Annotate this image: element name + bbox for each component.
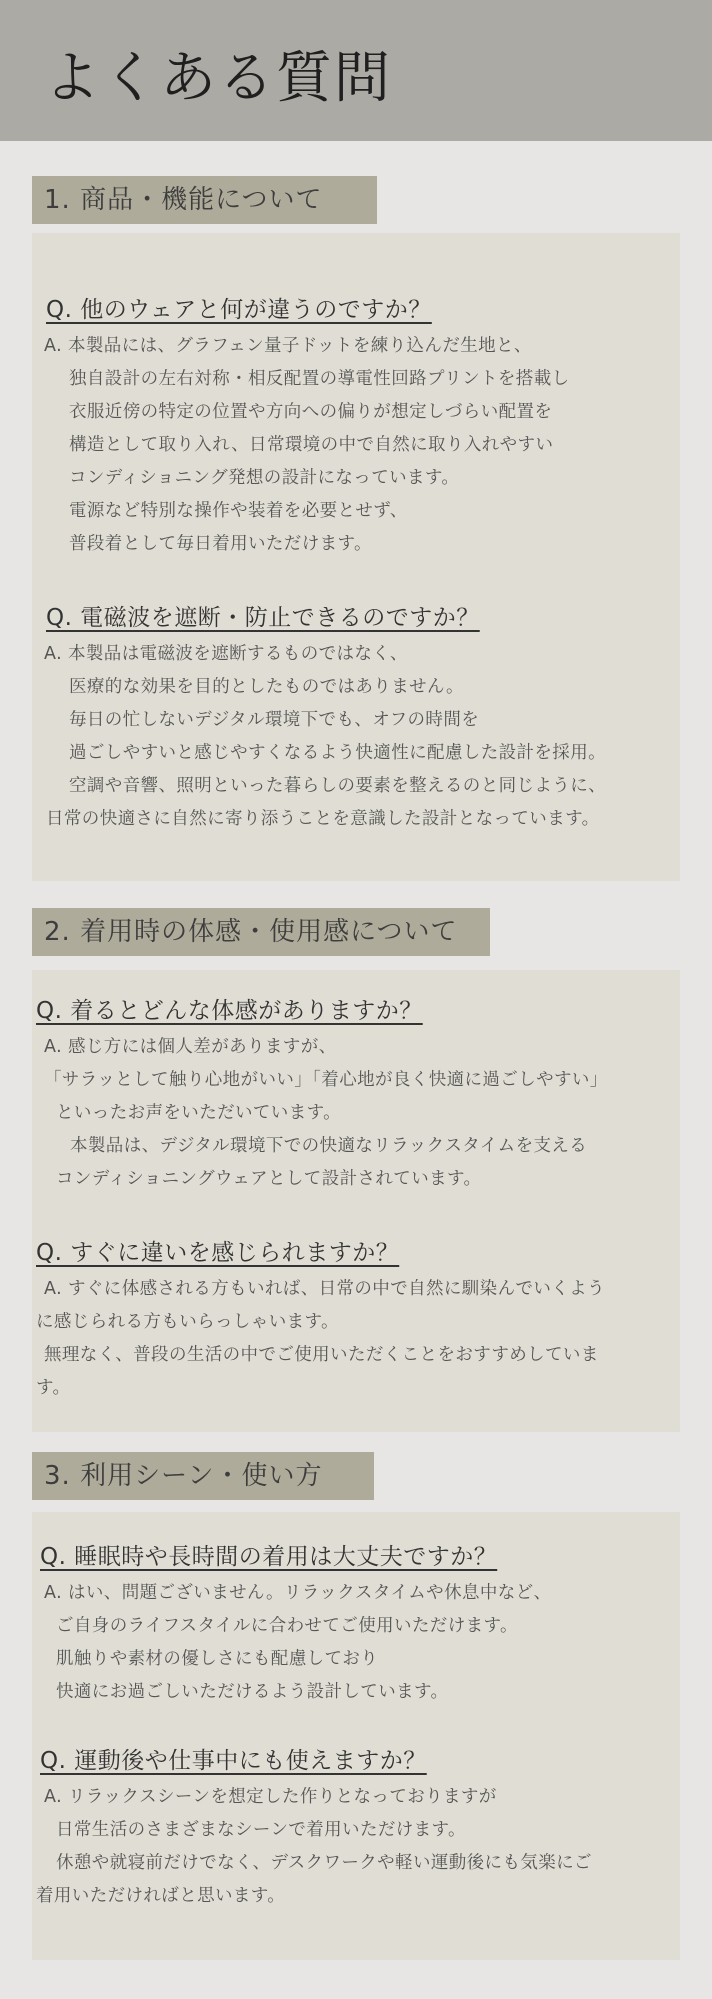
section-panel-usage xyxy=(32,1512,680,1960)
faq-answer-line: 快適にお過ごしいただけるよう設計しています。 xyxy=(56,1682,449,1702)
faq-answer-line: といったお声をいただいています。 xyxy=(56,1103,341,1123)
page-header xyxy=(0,0,712,141)
section-heading-feel: 2. 着用時の体感・使用感について xyxy=(32,908,490,956)
faq-answer-line: ご自身のライフスタイルに合わせてご使用いただけます。 xyxy=(56,1616,518,1636)
faq-answer-line: A. リラックスシーンを想定した作りとなっておりますが xyxy=(44,1787,497,1807)
faq-answer-line: 過ごしやすいと感じやすくなるよう快適性に配慮した設計を採用。 xyxy=(69,743,606,763)
section-panel-feel xyxy=(32,970,680,1432)
section-heading-products: 1. 商品・機能について xyxy=(32,176,377,224)
faq-question: Q. 他のウェアと何が違うのですか？ xyxy=(46,297,432,323)
faq-answer-line: 本製品は、デジタル環境下での快適なリラックスタイムを支える xyxy=(70,1136,588,1156)
faq-answer-line: 医療的な効果を目的としたものではありません。 xyxy=(69,677,464,697)
faq-answer-line: A. 本製品には、グラフェン量子ドットを練り込んだ生地と、 xyxy=(44,336,532,356)
faq-question: Q. 着るとどんな体感がありますか？ xyxy=(36,998,423,1024)
faq-answer-line: 肌触りや素材の優しさにも配慮しており xyxy=(56,1649,379,1669)
section-panel-products xyxy=(32,233,680,881)
faq-answer-line: A. 本製品は電磁波を遮断するものではなく、 xyxy=(44,644,408,664)
faq-answer-line: コンディショニングウェアとして設計されています。 xyxy=(56,1169,482,1189)
faq-answer-line: 毎日の忙しないデジタル環境下でも、オフの時間を xyxy=(69,710,480,730)
faq-answer-line: 無理なく、普段の生活の中でご使用いただくことをおすすめしていま xyxy=(44,1345,599,1365)
faq-answer-line: A. はい、問題ございません。リラックスタイムや休息中など、 xyxy=(44,1583,552,1603)
faq-answer-line: す。 xyxy=(36,1378,71,1398)
faq-answer-line: に感じられる方もいらっしゃいます。 xyxy=(36,1312,339,1332)
faq-answer-line: 構造として取り入れ、日常環境の中で自然に取り入れやすい xyxy=(69,435,554,455)
page-title: よくある質問 xyxy=(44,46,392,111)
faq-answer-line: 日常生活のさまざまなシーンで着用いただけます。 xyxy=(56,1820,466,1840)
faq-question: Q. 睡眠時や長時間の着用は大丈夫ですか？ xyxy=(40,1544,498,1570)
section-heading-usage: 3. 利用シーン・使い方 xyxy=(32,1452,374,1500)
faq-question: Q. 電磁波を遮断・防止できるのですか？ xyxy=(46,605,480,631)
faq-answer-line: 普段着として毎日着用いただけます。 xyxy=(69,534,372,554)
faq-answer-line: A. すぐに体感される方もいれば、日常の中で自然に馴染んでいくよう xyxy=(44,1279,605,1299)
faq-question: Q. すぐに違いを感じられますか？ xyxy=(36,1240,400,1266)
faq-answer-line: 独自設計の左右対称・相反配置の導電性回路プリントを搭載し xyxy=(69,369,570,389)
faq-answer-line: 休憩や就寝前だけでなく、デスクワークや軽い運動後にも気楽にご xyxy=(56,1853,592,1873)
faq-answer-line: 日常の快適さに自然に寄り添うことを意識した設計となっています。 xyxy=(46,809,600,829)
faq-answer-line: 「サラッとして触り心地がいい」「着心地が良く快適に過ごしやすい」 xyxy=(44,1070,608,1090)
faq-answer-line: コンディショニング発想の設計になっています。 xyxy=(69,468,460,488)
faq-answer-line: A. 感じ方には個人差がありますが、 xyxy=(44,1037,337,1057)
faq-answer-line: 衣服近傍の特定の位置や方向への偏りが想定しづらい配置を xyxy=(69,402,553,422)
faq-answer-line: 着用いただければと思います。 xyxy=(36,1886,286,1906)
faq-question: Q. 運動後や仕事中にも使えますか？ xyxy=(40,1748,427,1774)
faq-answer-line: 空調や音響、照明といった暮らしの要素を整えるのと同じように、 xyxy=(69,776,606,796)
faq-answer-line: 電源など特別な操作や装着を必要とせず、 xyxy=(69,501,408,521)
